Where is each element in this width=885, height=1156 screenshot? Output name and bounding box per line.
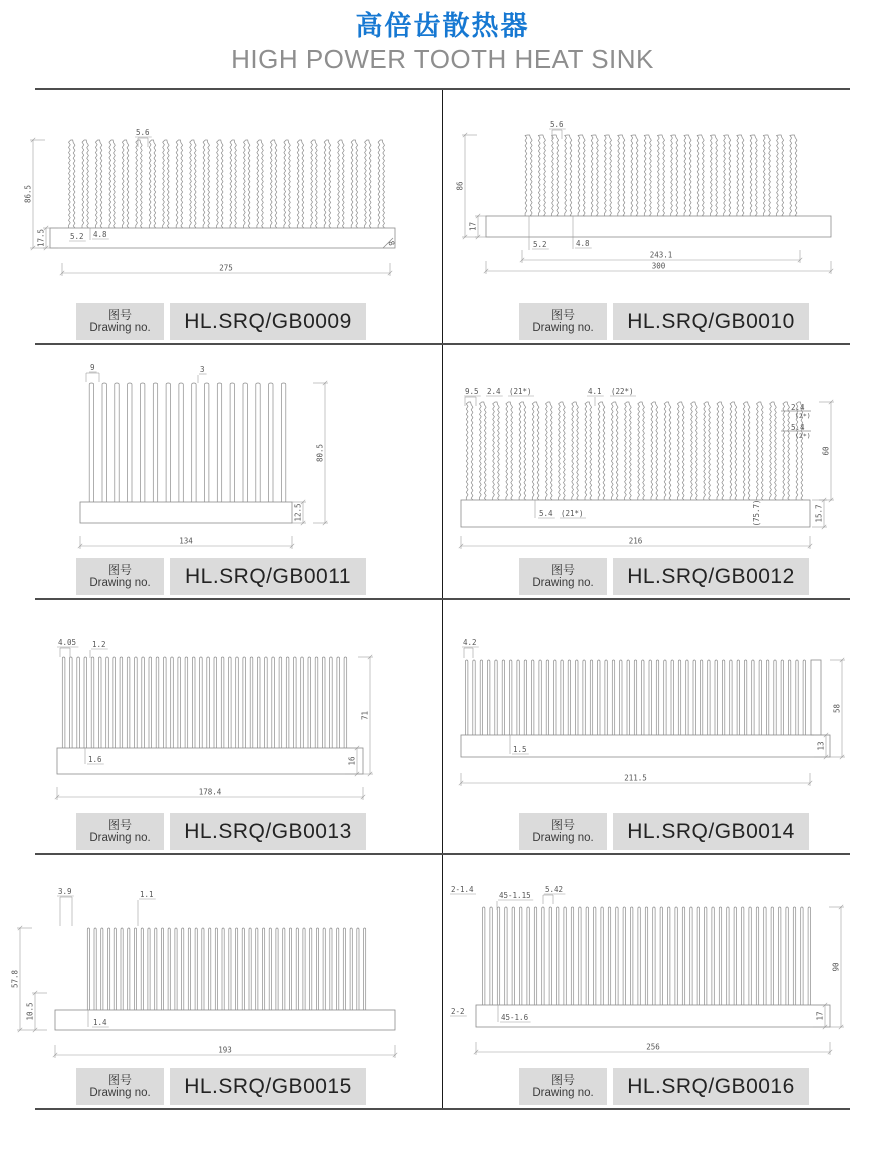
drawing-label-row xyxy=(443,813,885,850)
svg-text:4.8: 4.8 xyxy=(576,239,590,248)
drawing-cell-gb0016 xyxy=(443,855,885,1108)
svg-text:17: 17 xyxy=(468,221,478,232)
svg-text:10.5: 10.5 xyxy=(25,1002,35,1021)
svg-text:1.6: 1.6 xyxy=(88,755,102,764)
drawing-label-row xyxy=(0,558,442,595)
heatsink-drawing xyxy=(0,860,440,1068)
svg-text:3: 3 xyxy=(200,365,205,374)
drawing-cell-gb0013 xyxy=(0,600,442,853)
drawing-label-row xyxy=(0,303,442,340)
drawing-code: HL.SRQ/GB0011 xyxy=(170,558,366,595)
svg-text:4.1: 4.1 xyxy=(588,387,602,396)
svg-text:12.5: 12.5 xyxy=(293,503,303,522)
svg-text:57.8: 57.8 xyxy=(10,969,20,989)
drawing-label-row xyxy=(443,303,885,340)
svg-text:134: 134 xyxy=(179,536,193,546)
svg-text:5.6: 5.6 xyxy=(136,128,150,137)
drawing-code: HL.SRQ/GB0015 xyxy=(170,1068,366,1105)
svg-text:45-1.6: 45-1.6 xyxy=(501,1013,529,1022)
drawing-no-label-zh: 图号 xyxy=(550,818,575,832)
drawing-no-label-en: Drawing no. xyxy=(532,322,594,334)
svg-text:1.2: 1.2 xyxy=(92,640,106,649)
svg-text:178.4: 178.4 xyxy=(198,787,222,797)
svg-text:5.4: 5.4 xyxy=(791,423,805,432)
drawing-no-label-en: Drawing no. xyxy=(89,832,151,844)
page-header xyxy=(0,0,885,76)
svg-text:3.9: 3.9 xyxy=(58,887,72,896)
svg-text:9.5: 9.5 xyxy=(465,387,479,396)
drawing-no-label-zh: 图号 xyxy=(550,563,575,577)
svg-text:5.2: 5.2 xyxy=(70,232,84,241)
svg-text:1.1: 1.1 xyxy=(140,890,154,899)
drawing-code: HL.SRQ/GB0010 xyxy=(613,303,809,340)
drawing-no-label-box xyxy=(519,813,607,850)
svg-text:256: 256 xyxy=(646,1042,660,1052)
drawing-row-2 xyxy=(0,345,885,598)
svg-text:60: 60 xyxy=(821,446,831,456)
drawing-no-label-zh: 图号 xyxy=(550,1073,575,1087)
svg-text:1.4: 1.4 xyxy=(93,1018,107,1027)
drawing-row-4 xyxy=(0,855,885,1108)
drawing-no-label-zh: 图号 xyxy=(107,308,132,322)
svg-text:15.7: 15.7 xyxy=(814,504,824,523)
drawing-code: HL.SRQ/GB0013 xyxy=(170,813,366,850)
svg-text:80.5: 80.5 xyxy=(315,443,325,463)
drawing-cell-gb0014 xyxy=(443,600,885,853)
drawing-code: HL.SRQ/GB0012 xyxy=(613,558,809,595)
heatsink-drawing xyxy=(0,350,440,558)
drawing-cell-gb0011 xyxy=(0,345,442,598)
drawing-code: HL.SRQ/GB0009 xyxy=(170,303,366,340)
heatsink-drawing xyxy=(443,605,883,813)
svg-text:2-2: 2-2 xyxy=(451,1007,465,1016)
svg-text:2.4: 2.4 xyxy=(487,387,501,396)
drawing-no-label-en: Drawing no. xyxy=(89,577,151,589)
drawing-label-row xyxy=(0,1068,442,1105)
svg-text:(21*): (21*) xyxy=(509,387,532,396)
svg-text:5.6: 5.6 xyxy=(550,120,564,129)
svg-text:216: 216 xyxy=(628,536,643,546)
heatsink-drawing xyxy=(443,350,883,558)
svg-text:300: 300 xyxy=(651,261,666,271)
svg-text:243.1: 243.1 xyxy=(649,250,673,260)
svg-text:16: 16 xyxy=(347,756,357,766)
drawing-code: HL.SRQ/GB0016 xyxy=(613,1068,809,1105)
drawing-no-label-en: Drawing no. xyxy=(89,322,151,334)
heatsink-drawing xyxy=(0,95,440,303)
drawing-cell-gb0012 xyxy=(443,345,885,598)
drawing-no-label-box xyxy=(519,558,607,595)
separator-line xyxy=(35,1108,850,1110)
svg-text:17: 17 xyxy=(815,1011,825,1021)
drawing-label-row xyxy=(443,1068,885,1105)
drawing-no-label-box xyxy=(519,1068,607,1105)
svg-text:17.5: 17.5 xyxy=(36,228,46,248)
svg-text:(75.7): (75.7) xyxy=(752,499,761,527)
svg-text:4.05: 4.05 xyxy=(58,638,77,647)
drawing-cell-gb0009 xyxy=(0,90,442,343)
drawing-code: HL.SRQ/GB0014 xyxy=(613,813,809,850)
svg-text:1.5: 1.5 xyxy=(513,745,527,754)
drawing-no-label-box xyxy=(519,303,607,340)
drawing-label-row xyxy=(443,558,885,595)
svg-text:9: 9 xyxy=(90,363,95,372)
heatsink-drawing xyxy=(443,95,883,303)
svg-text:(2*): (2*) xyxy=(795,432,811,440)
svg-text:2-1.4: 2-1.4 xyxy=(451,885,474,894)
heatsink-drawing xyxy=(0,605,440,813)
svg-text:5.2: 5.2 xyxy=(533,240,547,249)
drawing-no-label-zh: 图号 xyxy=(550,308,575,322)
drawing-no-label-zh: 图号 xyxy=(107,1073,132,1087)
svg-text:58: 58 xyxy=(832,703,842,714)
svg-text:4.8: 4.8 xyxy=(93,230,107,239)
drawing-label-row xyxy=(0,813,442,850)
page-title-chinese: 高倍齿散热器 xyxy=(355,11,530,41)
drawing-no-label-en: Drawing no. xyxy=(532,832,594,844)
svg-text:13: 13 xyxy=(816,741,826,751)
svg-text:(22*): (22*) xyxy=(611,387,634,396)
drawing-no-label-en: Drawing no. xyxy=(532,1087,594,1099)
svg-text:90: 90 xyxy=(831,962,841,972)
drawing-no-label-box xyxy=(76,1068,164,1105)
drawing-cell-gb0010 xyxy=(443,90,885,343)
svg-text:71: 71 xyxy=(360,710,370,721)
heatsink-drawing xyxy=(443,860,883,1068)
drawing-no-label-en: Drawing no. xyxy=(532,577,594,589)
drawing-no-label-zh: 图号 xyxy=(107,818,132,832)
svg-text:(21*): (21*) xyxy=(561,509,584,518)
drawing-no-label-box xyxy=(76,303,164,340)
drawing-row-1 xyxy=(0,90,885,343)
svg-text:2.4: 2.4 xyxy=(791,403,805,412)
svg-text:211.5: 211.5 xyxy=(624,773,647,783)
drawing-no-label-box xyxy=(76,813,164,850)
drawing-no-label-box xyxy=(76,558,164,595)
svg-text:86: 86 xyxy=(455,181,465,191)
svg-text:8: 8 xyxy=(386,240,397,247)
svg-text:4.2: 4.2 xyxy=(463,638,477,647)
svg-text:193: 193 xyxy=(218,1045,232,1055)
drawing-row-3 xyxy=(0,600,885,853)
drawing-cell-gb0015 xyxy=(0,855,442,1108)
page-title-english: HIGH POWER TOOTH HEAT SINK xyxy=(231,44,654,74)
svg-text:5.42: 5.42 xyxy=(545,885,564,894)
svg-text:45-1.15: 45-1.15 xyxy=(499,891,531,900)
svg-text:275: 275 xyxy=(219,263,233,273)
svg-text:(2*): (2*) xyxy=(795,412,811,420)
svg-text:5.4: 5.4 xyxy=(539,509,553,518)
drawing-no-label-zh: 图号 xyxy=(107,563,132,577)
svg-text:86.5: 86.5 xyxy=(23,184,33,204)
drawing-no-label-en: Drawing no. xyxy=(89,1087,151,1099)
